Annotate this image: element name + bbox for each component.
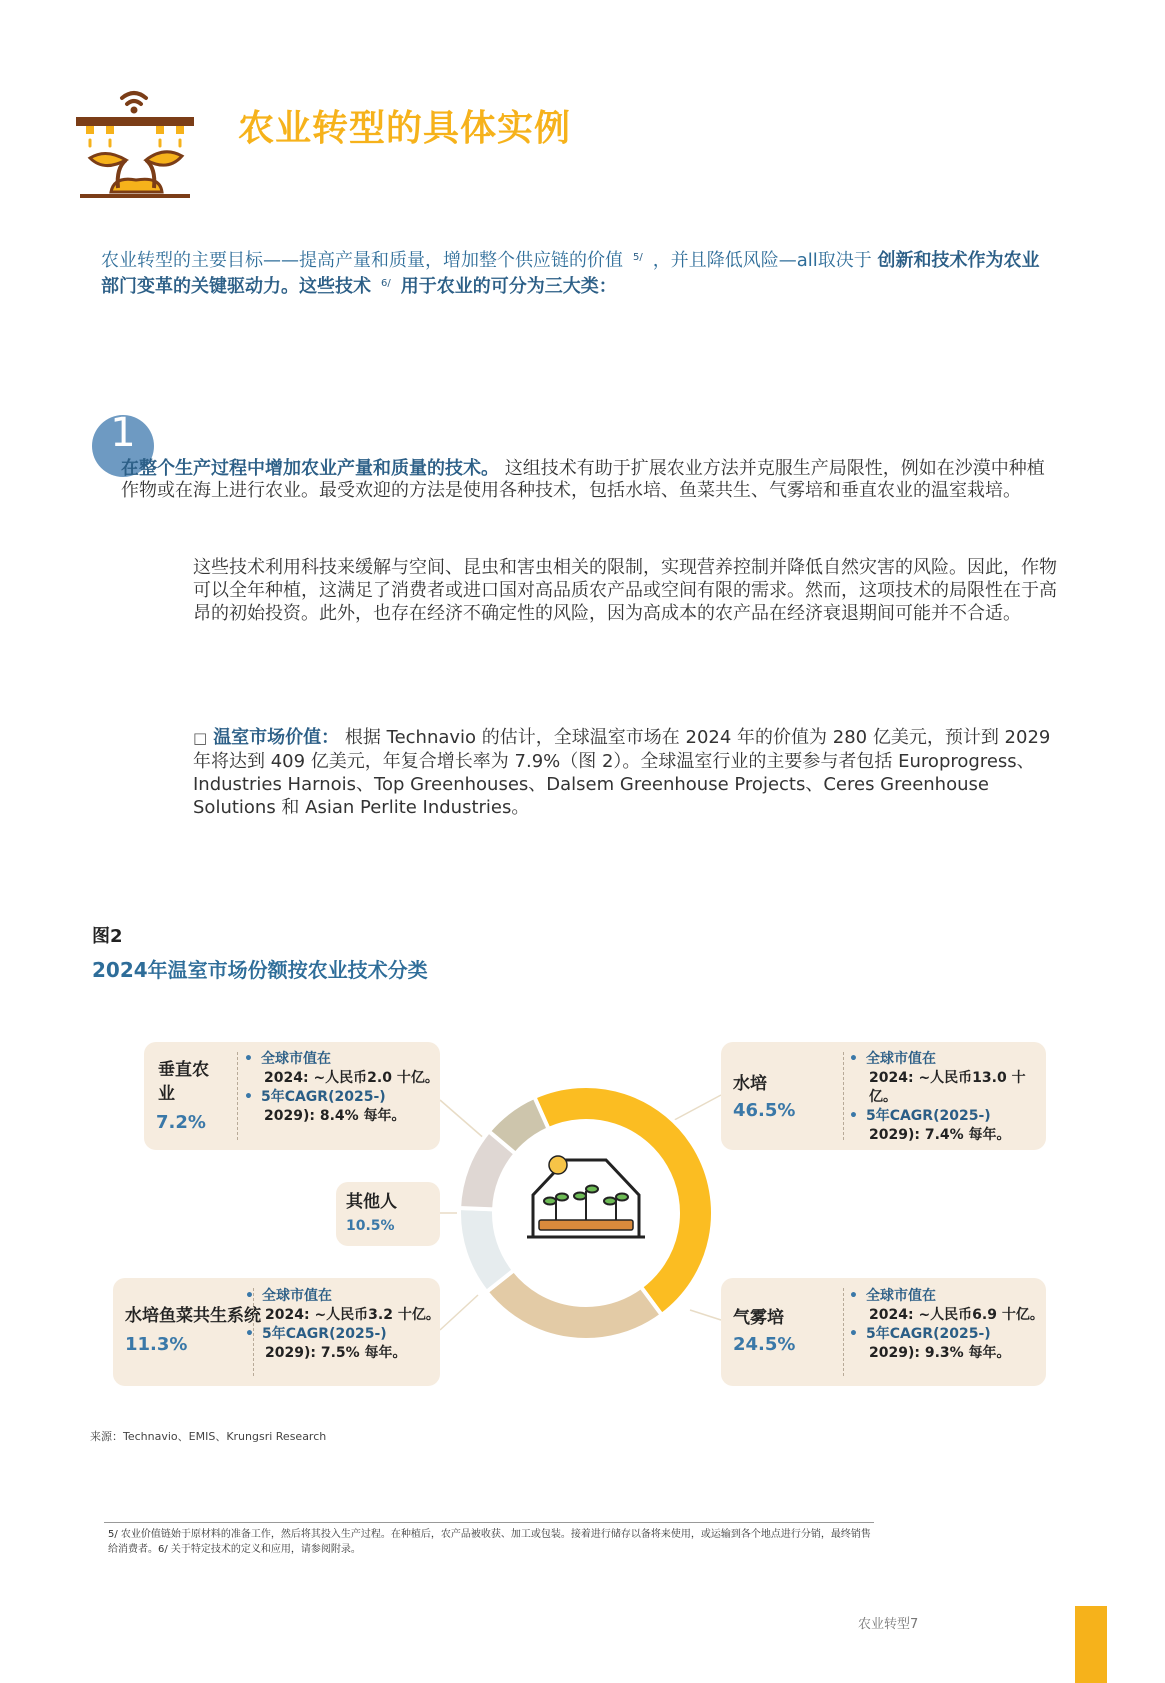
donut-chart (456, 1083, 716, 1343)
segment-details: • 全球市值在 2024: ~人民币2.0 十亿。 • 5年CAGR(2025-) 2029): 8.4% 每年。 (244, 1051, 439, 1124)
cagr-value: 2029): 9.3% 每年。 (869, 1345, 1011, 1361)
market-value: 2024: ~人民币2.0 十亿。 (264, 1070, 439, 1086)
segment-name: 垂直农业 (158, 1060, 209, 1104)
cagr-value: 2029): 7.5% 每年。 (265, 1345, 407, 1361)
intro-bold-text: 创新和技术作为农业部门变革的关键驱动力。这些技术 (101, 250, 1040, 297)
footnote-ref-5[interactable]: 5/ (633, 252, 643, 263)
segment-percent: 46.5% (733, 1100, 796, 1121)
page-number: 农业转型7 (858, 1617, 919, 1632)
section1-text: 这组技术有助于扩展农业方法并克服生产局限性，例如在沙漠中种植作物或在海上进行农业。最受欢迎的方法是使用各种技术，包括水培、鱼菜共生、气雾培和垂直农业的温室栽培。 (121, 458, 1045, 501)
card-divider (843, 1288, 844, 1376)
cagr-label: 5年CAGR(2025-) (260, 1089, 386, 1105)
market-label: 全球市值在 (865, 1051, 936, 1067)
market-value: 2024: ~人民币6.9 十亿。 (869, 1307, 1044, 1323)
page-accent-bar (1075, 1606, 1107, 1683)
card-divider (843, 1052, 844, 1140)
aquaponics-card (113, 1278, 440, 1386)
cagr-value: 2029): 7.4% 每年。 (869, 1127, 1011, 1143)
section1-paragraph (121, 458, 1051, 502)
intro-text-2: ，并且降低风险—all取决于 (652, 250, 872, 271)
intro-text-1: 农业转型的主要目标——提高产量和质量，增加整个供应链的价值 (101, 250, 623, 271)
others-card (336, 1182, 440, 1246)
segment-details: • 全球市值在 2024: ~人民币3.2 十亿。 • 5年CAGR(2025-) 2029): 7.5% 每年。 (245, 1288, 440, 1361)
aeroponics-card (721, 1278, 1046, 1386)
segment-name: 水培 (733, 1074, 767, 1094)
segment-percent: 7.2% (156, 1112, 206, 1133)
segment-percent: 10.5% (346, 1218, 395, 1234)
greenhouse-icon (513, 1140, 659, 1286)
footnote-ref-6[interactable]: 6/ (381, 278, 391, 289)
market-value: 2024: ~人民币13.0 十亿。 (869, 1070, 1026, 1105)
market-value-text: 根据 Technavio 的估计，全球温室市场在 2024 年的价值为 280 亿美元，预计到 2029 年将达到 409 亿美元，年复合增长率为 7.9%（图 2）。全球温室行业的主要参与者包括 Europrogress、Industries Harnois、Top Greenhouses、Dalsem Greenhouse Projects、Ceres Greenhouse Solutions 和 Asian Perlite Industries。 (193, 727, 1051, 818)
market-label: 全球市值在 (865, 1288, 936, 1304)
cagr-label: 5年CAGR(2025-) (865, 1326, 991, 1342)
footnote: 5/ 农业价值链始于原材料的准备工作，然后将其投入生产过程。在种植后，农产品被收获、加工或包装。接着进行储存以备将来使用，或运输到各个地点进行分销，最终销售给消费者。6/ 关于特定技术的定义和应用，请参阅附录。 (108, 1529, 871, 1555)
greenhouse-market-paragraph (193, 726, 1063, 819)
cagr-label: 5年CAGR(2025-) (865, 1108, 991, 1124)
cagr-value: 2029): 8.4% 每年。 (264, 1108, 406, 1124)
source-note: 来源：Technavio、EMIS、Krungsri Research (90, 1430, 327, 1443)
market-value-label: 温室市场价值： (213, 727, 340, 748)
body-paragraph-2: 这些技术利用科技来缓解与空间、昆虫和害虫相关的限制，实现营养控制并降低自然灾害的风险。因此，作物可以全年种植，这满足了消费者或进口国对高品质农产品或空间有限的需求。然而，这项技术的局限性在于高昂的初始投资。此外，也存在经济不确定性的风险，因为高成本的农产品在经济衰退期间可能并不合适。 (193, 557, 1057, 624)
figure-label: 图2 (92, 926, 123, 947)
segment-name: 其他人 (346, 1192, 397, 1212)
intro-text-3: 用于农业的可分为三大类： (400, 276, 617, 297)
figure-title: 2024年温室市场份额按农业技术分类 (92, 958, 428, 982)
segment-details: • 全球市值在 2024: ~人民币13.0 十亿。 • 5年CAGR(2025-) 2029): 7.4% 每年。 (849, 1050, 1046, 1145)
hydroponics-card (721, 1042, 1046, 1150)
market-label: 全球市值在 (260, 1051, 331, 1067)
footnote-divider (104, 1522, 874, 1523)
vertical-farming-card (144, 1042, 440, 1150)
segment-name: 气雾培 (733, 1308, 784, 1328)
checkbox-bullet-icon: □ (193, 729, 208, 747)
cagr-label: 5年CAGR(2025-) (261, 1326, 387, 1342)
segment-name: 水培鱼菜共生系统 (125, 1306, 261, 1326)
segment-percent: 24.5% (733, 1334, 796, 1355)
irrigation-plant-icon (76, 80, 196, 202)
intro-paragraph (101, 246, 1051, 298)
segment-details: • 全球市值在 2024: ~人民币6.9 十亿。 • 5年CAGR(2025-) 2029): 9.3% 每年。 (849, 1288, 1044, 1361)
market-label: 全球市值在 (261, 1288, 332, 1304)
segment-percent: 11.3% (125, 1334, 188, 1355)
section1-lead: 在整个生产过程中增加农业产量和质量的技术。 (121, 458, 499, 479)
market-value: 2024: ~人民币3.2 十亿。 (265, 1307, 440, 1323)
section-number: 1 (110, 410, 136, 456)
page-title: 农业转型的具体实例 (238, 108, 572, 149)
card-divider (237, 1052, 238, 1140)
